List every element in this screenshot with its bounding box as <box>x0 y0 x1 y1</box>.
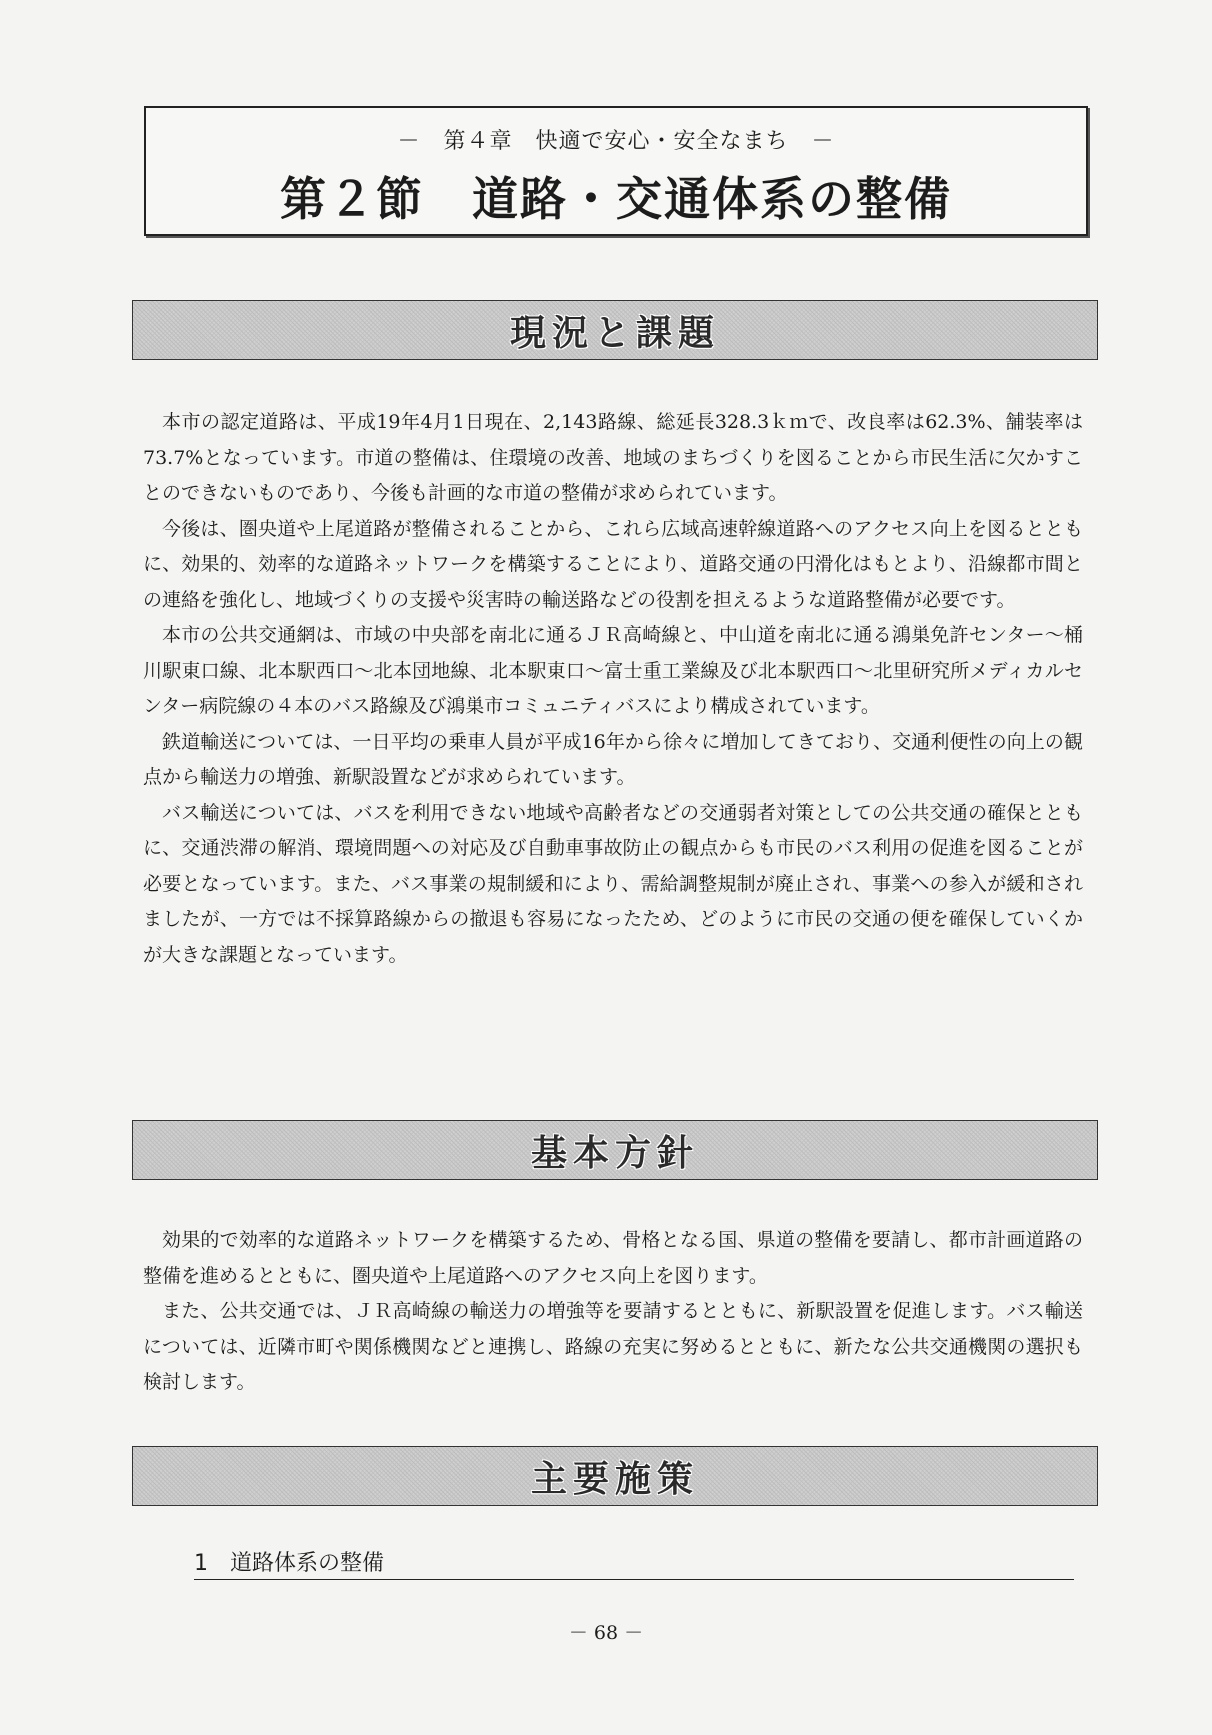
paragraph: 本市の公共交通網は、市域の中央部を南北に通るＪＲ高崎線と、中山道を南北に通る鴻巣免許センター～桶川駅東口線、北本駅西口～北本団地線、北本駅東口～富士重工業線及び北本駅西口～北里研究所メディカルセンター病院線の４本のバス路線及び鴻巣市コミュニティバスにより構成されています。 <box>143 624 1083 717</box>
heading-current-issues-label: 現況と課題 <box>509 312 720 354</box>
paragraph: 効果的で効率的な道路ネットワークを構築するため、骨格となる国、県道の整備を要請し、都市計画道路の整備を進めるとともに、圏央道や上尾道路へのアクセス向上を図ります。 <box>143 1229 1083 1287</box>
current-issues-body <box>143 405 1083 973</box>
paragraph: 鉄道輸送については、一日平均の乗車人員が平成16年から徐々に増加してきており、交通利便性の向上の観点から輸送力の増強、新駅設置などが求められています。 <box>143 730 1083 788</box>
heading-main-measures <box>132 1446 1098 1506</box>
heading-basic-policy <box>132 1120 1098 1180</box>
measure-item-title: 1 道路体系の整備 <box>194 1546 1074 1580</box>
paragraph: バス輸送については、バスを利用できない地域や高齢者などの交通弱者対策としての公共交通の確保とともに、交通渋滞の解消、環境問題への対応及び自動車事故防止の観点からも市民のバス利用の促進を図ることが必要となっています。また、バス事業の規制緩和により、需給調整規制が廃止され、事業への参入が緩和されましたが、一方では不採算路線からの撤退も容易になったため、どのように市民の交通の便を確保していくかが大きな課題となっています。 <box>143 801 1083 966</box>
section-title-box <box>144 106 1088 236</box>
basic-policy-body <box>143 1223 1083 1401</box>
heading-current-issues <box>132 300 1098 360</box>
paragraph: 本市の認定道路は、平成19年4月1日現在、2,143路線、総延長328.3ｋｍで、改良率は62.3%、舗装率は73.7%となっています。市道の整備は、住環境の改善、地域のまちづくりを図ることから市民生活に欠かすことのできないものであり、今後も計画的な市道の整備が求められています。 <box>143 411 1083 504</box>
heading-basic-policy-label: 基本方針 <box>530 1132 699 1174</box>
paragraph: 今後は、圏央道や上尾道路が整備されることから、これら広域高速幹線道路へのアクセス向上を図るとともに、効果的、効率的な道路ネットワークを構築することにより、道路交通の円滑化はもとより、沿線都市間との連絡を強化し、地域づくりの支援や災害時の輸送路などの役割を担えるような道路整備が必要です。 <box>143 517 1083 611</box>
chapter-label: － 第４章 快適で安心・安全なまち － <box>397 129 835 154</box>
page-title: 第２節 道路・交通体系の整備 <box>280 172 952 226</box>
page-number: － 68 － <box>568 1622 644 1644</box>
heading-main-measures-label: 主要施策 <box>530 1458 699 1500</box>
paragraph: また、公共交通では、ＪＲ高崎線の輸送力の増強等を要請するとともに、新駅設置を促進します。バス輸送については、近隣市町や関係機関などと連携し、路線の充実に努めるとともに、新たな公共交通機関の選択も検討します。 <box>143 1300 1083 1393</box>
